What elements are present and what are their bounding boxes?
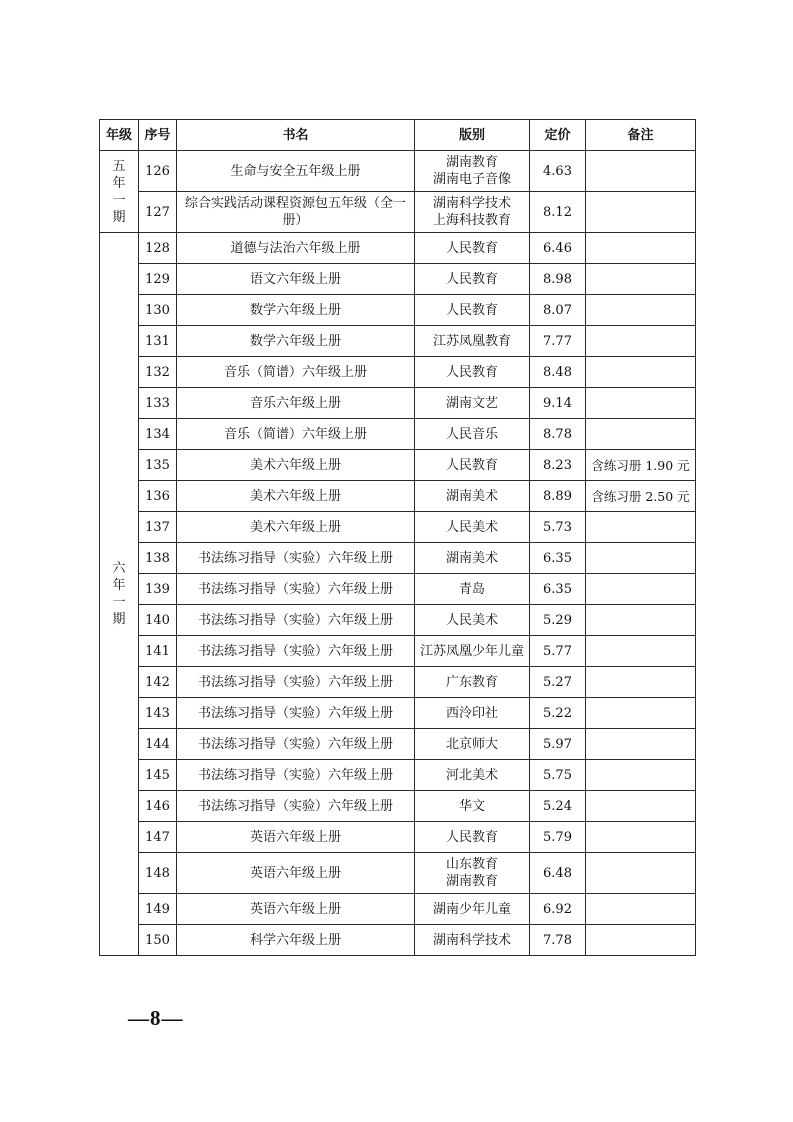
publisher-cell — [415, 419, 530, 450]
publisher-cell — [415, 822, 530, 853]
note-cell — [586, 151, 696, 192]
publisher-line: 湖南教育 — [445, 155, 498, 170]
publisher-line: 青岛 — [458, 581, 485, 597]
title-cell: 音乐（简谱）六年级上册 — [177, 357, 415, 388]
header-price: 定价 — [530, 120, 586, 151]
seq-cell: 134 — [139, 419, 177, 450]
note-cell — [586, 791, 696, 822]
price-cell: 5.22 — [530, 698, 586, 729]
price-cell: 6.46 — [530, 233, 586, 264]
publisher-line: 人民教育 — [445, 240, 498, 256]
publisher-line: 湖南科学技术 — [432, 196, 511, 211]
title-cell: 语文六年级上册 — [177, 264, 415, 295]
publisher-cell — [415, 853, 530, 894]
table-row — [100, 729, 696, 760]
header-grade: 年级 — [100, 120, 139, 151]
seq-cell: 138 — [139, 543, 177, 574]
note-cell — [586, 894, 696, 925]
title-cell: 数学六年级上册 — [177, 295, 415, 326]
seq-cell: 139 — [139, 574, 177, 605]
publisher-line: 人民教育 — [445, 271, 498, 287]
publisher-line: 人民音乐 — [445, 426, 498, 442]
price-cell: 5.75 — [530, 760, 586, 791]
title-cell: 美术六年级上册 — [177, 450, 415, 481]
publisher-line: 西泠印社 — [445, 705, 498, 721]
publisher-cell — [415, 760, 530, 791]
title-cell: 英语六年级上册 — [177, 822, 415, 853]
seq-cell: 132 — [139, 357, 177, 388]
table-row — [100, 450, 696, 481]
seq-cell: 127 — [139, 192, 177, 233]
page-number: —8— — [128, 1006, 184, 1030]
publisher-line: 湖南文艺 — [445, 395, 498, 411]
publisher-cell — [415, 295, 530, 326]
table-row — [100, 698, 696, 729]
grade-cell-g5 — [100, 151, 139, 233]
note-cell — [586, 698, 696, 729]
note-cell — [586, 822, 696, 853]
title-cell: 书法练习指导（实验）六年级上册 — [177, 636, 415, 667]
seq-cell: 148 — [139, 853, 177, 894]
publisher-line: 湖南电子音像 — [432, 172, 511, 187]
table-row — [100, 357, 696, 388]
publisher-line: 华文 — [458, 798, 485, 814]
seq-cell: 130 — [139, 295, 177, 326]
price-cell: 8.07 — [530, 295, 586, 326]
header-note: 备注 — [586, 120, 696, 151]
table-row — [100, 419, 696, 450]
table-row — [100, 264, 696, 295]
price-cell: 5.27 — [530, 667, 586, 698]
title-cell: 书法练习指导（实验）六年级上册 — [177, 698, 415, 729]
note-cell: 含练习册 2.50 元 — [586, 481, 696, 512]
table-row — [100, 925, 696, 956]
publisher-cell — [415, 894, 530, 925]
price-cell: 5.79 — [530, 822, 586, 853]
seq-cell: 136 — [139, 481, 177, 512]
note-cell — [586, 419, 696, 450]
title-cell: 道德与法治六年级上册 — [177, 233, 415, 264]
note-cell — [586, 388, 696, 419]
publisher-line: 湖南美术 — [445, 550, 498, 566]
publisher-line: 上海科技教育 — [432, 213, 511, 228]
publisher-cell — [415, 326, 530, 357]
seq-cell: 150 — [139, 925, 177, 956]
price-cell: 5.77 — [530, 636, 586, 667]
table-row — [100, 636, 696, 667]
table-row — [100, 574, 696, 605]
seq-cell: 147 — [139, 822, 177, 853]
title-cell: 音乐（简谱）六年级上册 — [177, 419, 415, 450]
publisher-cell — [415, 233, 530, 264]
title-cell: 英语六年级上册 — [177, 853, 415, 894]
publisher-line: 江苏凤凰教育 — [432, 333, 511, 349]
table-row — [100, 151, 696, 192]
seq-cell: 145 — [139, 760, 177, 791]
title-cell: 综合实践活动课程资源包五年级（全一册） — [177, 192, 415, 233]
publisher-line: 人民教育 — [445, 364, 498, 380]
publisher-line: 人民教育 — [445, 302, 498, 318]
table-row — [100, 512, 696, 543]
price-cell: 6.35 — [530, 574, 586, 605]
table-row — [100, 233, 696, 264]
note-cell — [586, 760, 696, 791]
table-row — [100, 605, 696, 636]
title-cell: 书法练习指导（实验）六年级上册 — [177, 760, 415, 791]
price-cell: 9.14 — [530, 388, 586, 419]
publisher-cell — [415, 698, 530, 729]
note-cell — [586, 512, 696, 543]
seq-cell: 141 — [139, 636, 177, 667]
table-row — [100, 481, 696, 512]
publisher-line: 广东教育 — [445, 674, 498, 690]
note-cell — [586, 357, 696, 388]
seq-cell: 149 — [139, 894, 177, 925]
price-cell: 6.35 — [530, 543, 586, 574]
publisher-cell — [415, 192, 530, 233]
publisher-cell — [415, 636, 530, 667]
seq-cell: 137 — [139, 512, 177, 543]
publisher-line: 人民教育 — [445, 457, 498, 473]
header-seq: 序号 — [139, 120, 177, 151]
table-row — [100, 760, 696, 791]
publisher-line: 人民教育 — [445, 829, 498, 845]
seq-cell: 143 — [139, 698, 177, 729]
table-row — [100, 543, 696, 574]
grade-label: 六年一期 — [112, 561, 126, 627]
grade-cell-g6 — [100, 233, 139, 956]
table-row — [100, 326, 696, 357]
seq-cell: 133 — [139, 388, 177, 419]
title-cell: 书法练习指导（实验）六年级上册 — [177, 791, 415, 822]
seq-cell: 126 — [139, 151, 177, 192]
title-cell: 书法练习指导（实验）六年级上册 — [177, 543, 415, 574]
publisher-cell — [415, 151, 530, 192]
publisher-cell — [415, 605, 530, 636]
price-cell: 8.48 — [530, 357, 586, 388]
title-cell: 美术六年级上册 — [177, 512, 415, 543]
seq-cell: 128 — [139, 233, 177, 264]
note-cell — [586, 326, 696, 357]
publisher-line: 河北美术 — [445, 767, 498, 783]
publisher-cell — [415, 667, 530, 698]
textbook-price-table — [99, 119, 696, 956]
grade-label: 五年一期 — [112, 158, 126, 225]
note-cell — [586, 574, 696, 605]
note-cell — [586, 853, 696, 894]
price-cell: 8.12 — [530, 192, 586, 233]
price-cell: 4.63 — [530, 151, 586, 192]
seq-cell: 140 — [139, 605, 177, 636]
publisher-cell — [415, 357, 530, 388]
table-body — [100, 151, 696, 956]
note-cell — [586, 667, 696, 698]
publisher-cell — [415, 481, 530, 512]
note-cell — [586, 192, 696, 233]
note-cell: 含练习册 1.90 元 — [586, 450, 696, 481]
publisher-line: 湖南教育 — [445, 874, 498, 889]
title-cell: 书法练习指导（实验）六年级上册 — [177, 574, 415, 605]
price-cell: 5.24 — [530, 791, 586, 822]
header-publisher: 版别 — [415, 120, 530, 151]
publisher-cell — [415, 543, 530, 574]
table-row — [100, 791, 696, 822]
title-cell: 书法练习指导（实验）六年级上册 — [177, 729, 415, 760]
table-row — [100, 822, 696, 853]
seq-cell: 142 — [139, 667, 177, 698]
table-row — [100, 295, 696, 326]
publisher-cell — [415, 574, 530, 605]
title-cell: 科学六年级上册 — [177, 925, 415, 956]
header-title: 书名 — [177, 120, 415, 151]
price-cell: 8.98 — [530, 264, 586, 295]
publisher-cell — [415, 729, 530, 760]
seq-cell: 146 — [139, 791, 177, 822]
table-row — [100, 894, 696, 925]
publisher-cell — [415, 264, 530, 295]
note-cell — [586, 543, 696, 574]
price-cell: 5.29 — [530, 605, 586, 636]
publisher-cell — [415, 450, 530, 481]
table-row — [100, 667, 696, 698]
note-cell — [586, 636, 696, 667]
table-row — [100, 853, 696, 894]
price-cell: 6.92 — [530, 894, 586, 925]
publisher-line: 北京师大 — [445, 736, 498, 752]
seq-cell: 131 — [139, 326, 177, 357]
publisher-cell — [415, 791, 530, 822]
price-cell: 5.97 — [530, 729, 586, 760]
table-header-row — [100, 120, 696, 151]
title-cell: 书法练习指导（实验）六年级上册 — [177, 667, 415, 698]
seq-cell: 129 — [139, 264, 177, 295]
publisher-line: 湖南美术 — [445, 488, 498, 504]
note-cell — [586, 925, 696, 956]
table-row — [100, 192, 696, 233]
note-cell — [586, 295, 696, 326]
note-cell — [586, 729, 696, 760]
title-cell: 数学六年级上册 — [177, 326, 415, 357]
note-cell — [586, 233, 696, 264]
price-cell: 5.73 — [530, 512, 586, 543]
publisher-line: 山东教育 — [445, 857, 498, 872]
publisher-line: 人民美术 — [445, 612, 498, 628]
seq-cell: 144 — [139, 729, 177, 760]
seq-cell: 135 — [139, 450, 177, 481]
publisher-line: 江苏凤凰少年儿童 — [419, 643, 524, 659]
publisher-line: 人民美术 — [445, 519, 498, 535]
price-cell: 8.89 — [530, 481, 586, 512]
price-cell: 7.78 — [530, 925, 586, 956]
title-cell: 美术六年级上册 — [177, 481, 415, 512]
price-cell: 6.48 — [530, 853, 586, 894]
table-row — [100, 388, 696, 419]
publisher-cell — [415, 925, 530, 956]
publisher-cell — [415, 388, 530, 419]
price-cell: 8.78 — [530, 419, 586, 450]
publisher-cell — [415, 512, 530, 543]
title-cell: 音乐六年级上册 — [177, 388, 415, 419]
title-cell: 生命与安全五年级上册 — [177, 151, 415, 192]
price-cell: 7.77 — [530, 326, 586, 357]
note-cell — [586, 605, 696, 636]
title-cell: 英语六年级上册 — [177, 894, 415, 925]
note-cell — [586, 264, 696, 295]
publisher-line: 湖南少年儿童 — [432, 901, 511, 917]
publisher-line: 湖南科学技术 — [432, 932, 511, 948]
price-cell: 8.23 — [530, 450, 586, 481]
title-cell: 书法练习指导（实验）六年级上册 — [177, 605, 415, 636]
